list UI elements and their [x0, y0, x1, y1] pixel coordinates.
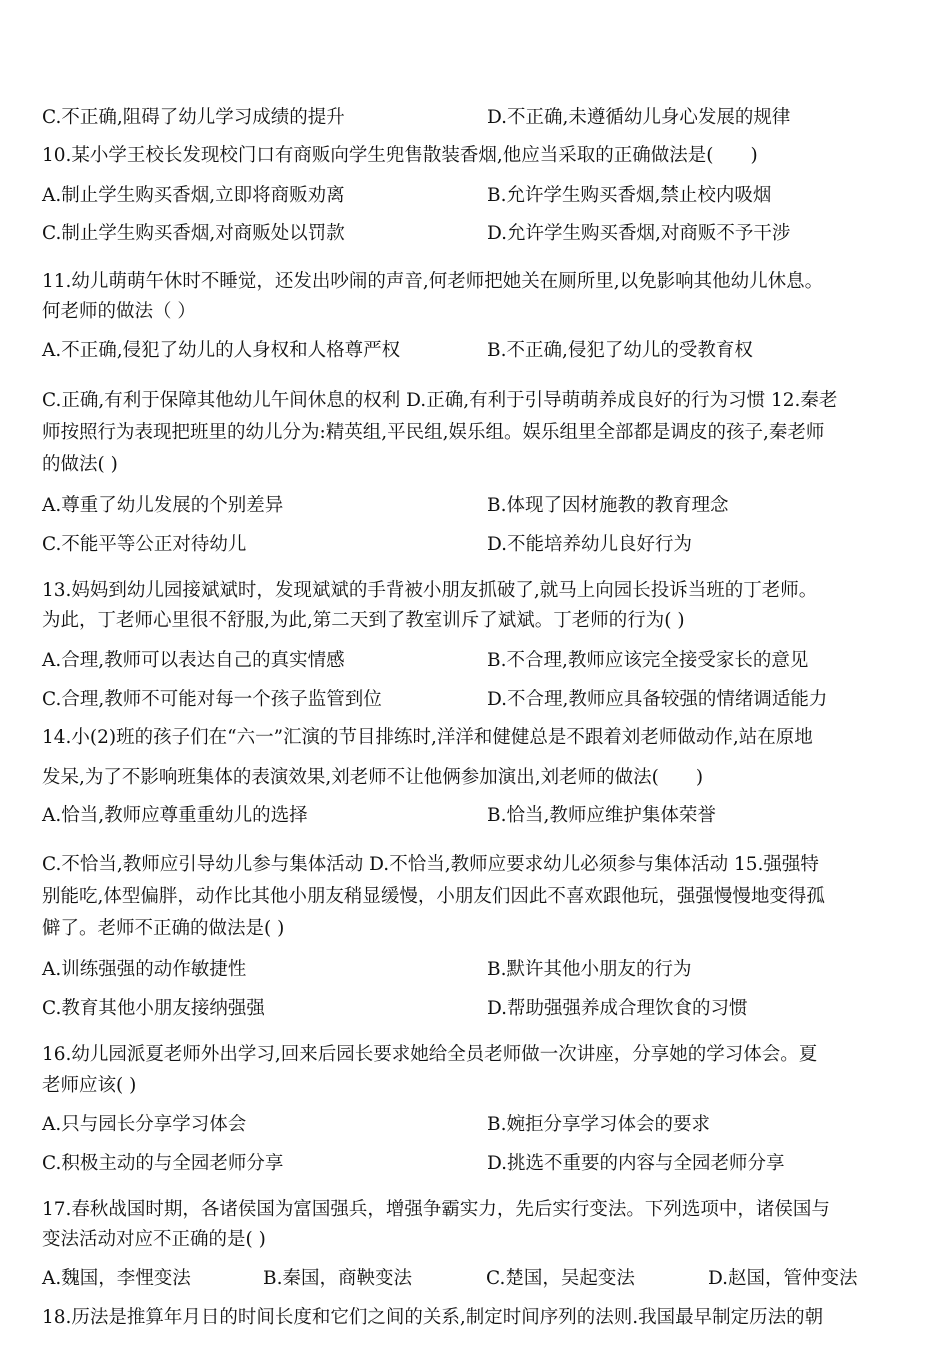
q16-stem-line-2: 老师应该( )	[42, 1075, 137, 1096]
q17-option-a: A.魏国，李悝变法	[42, 1268, 191, 1289]
q14-stem-line-1: 14.小(2)班的孩子们在“六一”汇演的节目排练时,洋洋和健健总是不跟着刘老师做动作,站在原地	[42, 727, 813, 748]
q12-option-c: C.不能平等公正对待幼儿	[42, 534, 247, 555]
q10-option-a: A.制止学生购买香烟,立即将商贩劝离	[42, 185, 345, 206]
q16-option-c: C.积极主动的与全园老师分享	[42, 1153, 284, 1174]
q11-option-b: B.不正确,侵犯了幼儿的受教育权	[487, 340, 753, 361]
q11-stem-line-2: 何老师的做法（ ）	[42, 301, 196, 322]
q17-option-c: C.楚国，吴起变法	[486, 1268, 635, 1289]
q16-option-d: D.挑选不重要的内容与全园老师分享	[487, 1153, 785, 1174]
q10-option-b: B.允许学生购买香烟,禁止校内吸烟	[487, 185, 772, 206]
q15-option-c: C.教育其他小朋友接纳强强	[42, 998, 265, 1019]
q12-option-b: B.体现了因材施教的教育理念	[487, 495, 729, 516]
q11-stem-line-1: 11.幼儿萌萌午休时不睡觉，还发出吵闹的声音,何老师把她关在厕所里,以免影响其他幼儿休息。	[42, 271, 824, 292]
q12-option-a: A.尊重了幼儿发展的个别差异	[42, 495, 284, 516]
q13-stem-line-1: 13.妈妈到幼儿园接斌斌时，发现斌斌的手背被小朋友抓破了,就马上向园长投诉当班的丁老师。	[42, 580, 818, 601]
q17-option-d: D.赵国，管仲变法	[708, 1268, 858, 1289]
q14-option-a: A.恰当,教师应尊重重幼儿的选择	[42, 805, 308, 826]
q18-stem-line-1: 18.历法是推算年月日的时间长度和它们之间的关系,制定时间序列的法则.我国最早制定历法的朝	[42, 1307, 824, 1328]
q13-option-a: A.合理,教师可以表达自己的真实情感	[42, 650, 345, 671]
q10-option-c: C.制止学生购买香烟,对商贩处以罚款	[42, 223, 345, 244]
q11-option-a: A.不正确,侵犯了幼儿的人身权和人格尊严权	[42, 340, 401, 361]
q12-stem-line-3: 的做法( )	[42, 454, 118, 475]
q15-option-a: A.训练强强的动作敏捷性	[42, 959, 247, 980]
q15-stem-line-2: 别能吃,体型偏胖，动作比其他小朋友稍显缓慢，小朋友们因此不喜欢跟他玩，强强慢慢地变得孤	[42, 886, 825, 907]
q16-option-a: A.只与园长分享学习体会	[42, 1114, 247, 1135]
q17-option-b: B.秦国，商鞅变法	[263, 1268, 412, 1289]
q17-stem-line-1: 17.春秋战国时期，各诸侯国为富国强兵，增强争霸实力，先后实行变法。下列选项中，诸侯国与	[42, 1199, 830, 1220]
q13-option-d: D.不合理,教师应具备较强的情绪调适能力	[487, 689, 828, 710]
q11-options-cd-line: C.正确,有利于保障其他幼儿午间休息的权利 D.正确,有利于引导萌萌养成良好的行为习惯 12.秦老	[42, 390, 838, 411]
q12-option-d: D.不能培养幼儿良好行为	[487, 534, 693, 555]
q12-stem-line-2: 师按照行为表现把班里的幼儿分为:精英组,平民组,娱乐组。娱乐组里全部都是调皮的孩子,秦老师	[42, 422, 825, 443]
q15-option-d: D.帮助强强养成合理饮食的习惯	[487, 998, 748, 1019]
q14-options-cd-line: C.不恰当,教师应引导幼儿参与集体活动 D.不恰当,教师应要求幼儿必须参与集体活动 15.强强特	[42, 854, 819, 875]
q13-stem-line-2: 为此，丁老师心里很不舒服,为此,第二天到了教室训斥了斌斌。丁老师的行为( )	[42, 610, 685, 631]
q15-stem-line-3: 僻了。老师不正确的做法是( )	[42, 918, 285, 939]
q16-option-b: B.婉拒分享学习体会的要求	[487, 1114, 710, 1135]
q10-option-d: D.允许学生购买香烟,对商贩不予干涉	[487, 223, 791, 244]
q10-stem: 10.某小学王校长发现校门口有商贩向学生兜售散装香烟,他应当采取的正确做法是( )	[42, 145, 758, 166]
q17-stem-line-2: 变法活动对应不正确的是( )	[42, 1229, 266, 1250]
q13-option-c: C.合理,教师不可能对每一个孩子监管到位	[42, 689, 382, 710]
q9-option-d: D.不正确,未遵循幼儿身心发展的规律	[487, 107, 791, 128]
q15-option-b: B.默许其他小朋友的行为	[487, 959, 692, 980]
q9-option-c: C.不正确,阻碍了幼儿学习成绩的提升	[42, 107, 345, 128]
q13-option-b: B.不合理,教师应该完全接受家长的意见	[487, 650, 809, 671]
q14-option-b: B.恰当,教师应维护集体荣誉	[487, 805, 716, 826]
q16-stem-line-1: 16.幼儿园派夏老师外出学习,回来后园长要求她给全员老师做一次讲座，分享她的学习体会。夏	[42, 1044, 818, 1065]
q14-stem-line-2: 发呆,为了不影响班集体的表演效果,刘老师不让他俩参加演出,刘老师的做法( )	[42, 767, 704, 788]
